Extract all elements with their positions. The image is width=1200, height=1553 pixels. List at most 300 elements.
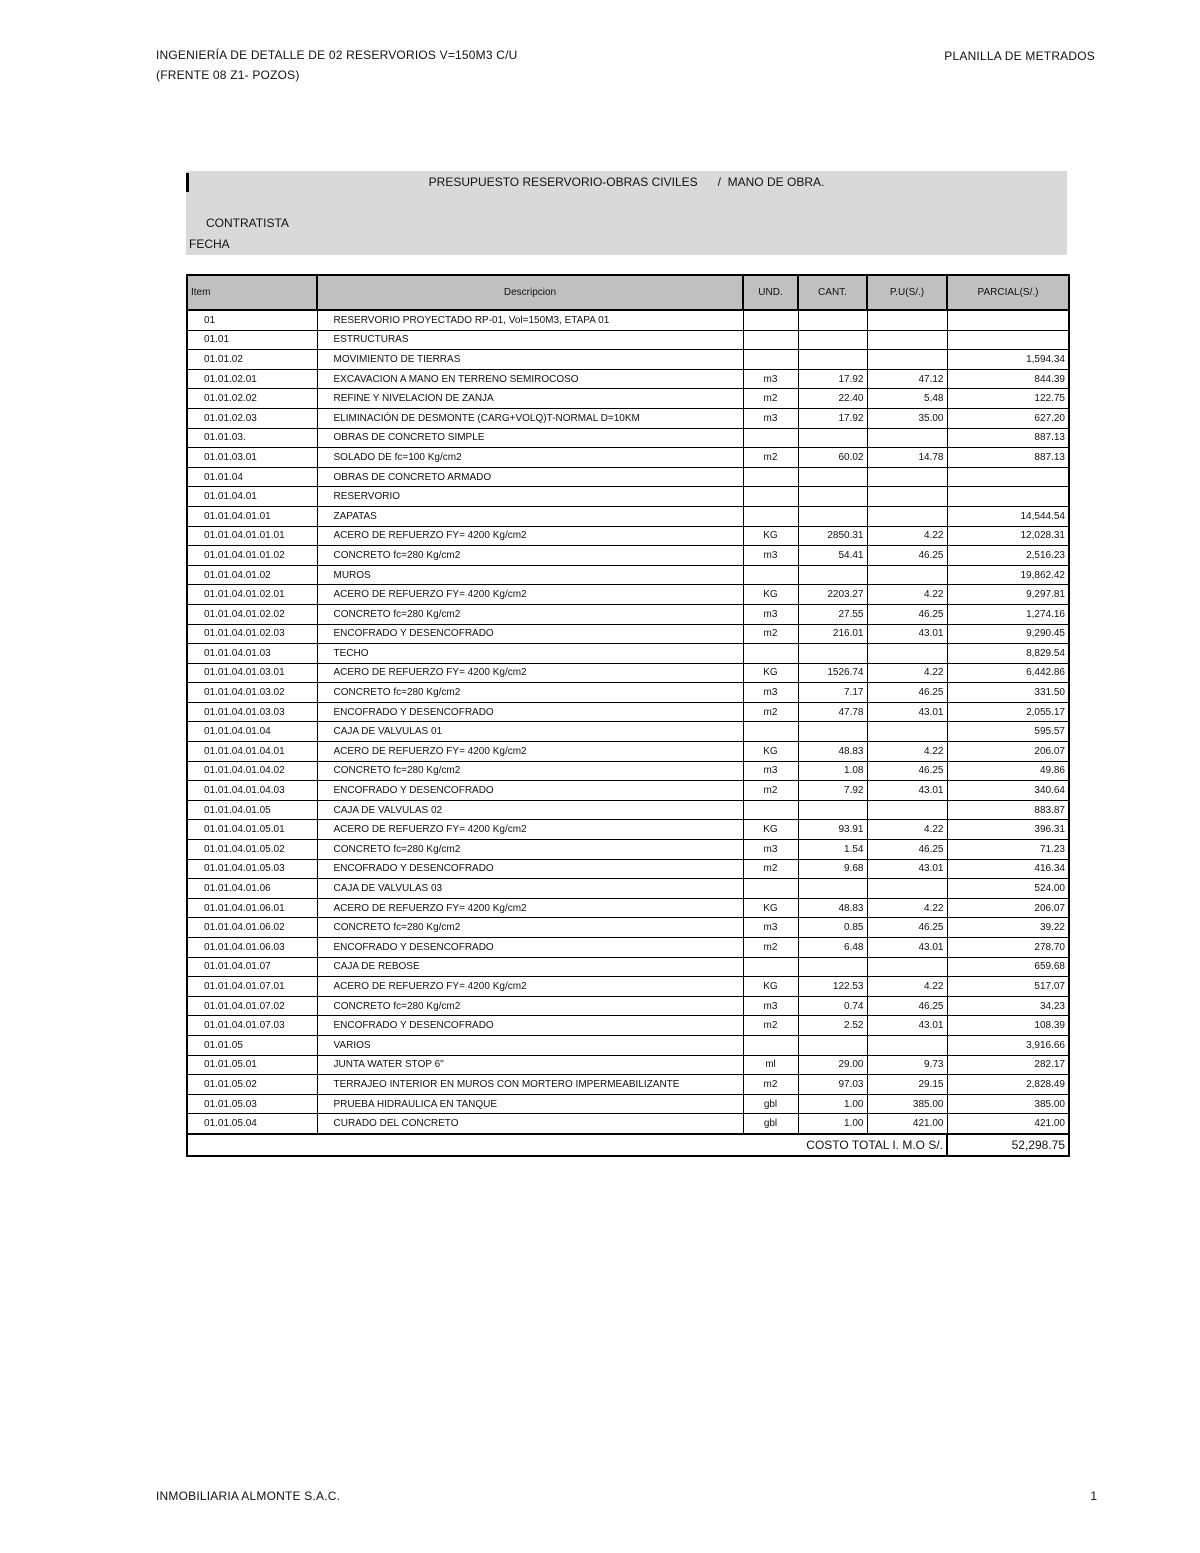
cell-pu [867,350,947,370]
cell-cant: 122.53 [798,977,867,997]
cell-parcial: 9,290.45 [947,624,1069,644]
cell-und: m3 [743,408,798,428]
cell-item: 01.01.04.01.03 [187,644,317,664]
cell-pu: 47.12 [867,369,947,389]
cell-item: 01.01.04.01.01 [187,506,317,526]
cell-parcial: 844.39 [947,369,1069,389]
cell-parcial: 206.07 [947,898,1069,918]
cell-cant: 1.54 [798,840,867,860]
cell-descripcion: CONCRETO fc=280 Kg/cm2 [317,840,743,860]
cell-pu [867,957,947,977]
cell-descripcion: VARIOS [317,1035,743,1055]
header-cant: CANT. [798,275,867,310]
header-descripcion: Descripcion [317,275,743,310]
cell-descripcion: CONCRETO fc=280 Kg/cm2 [317,761,743,781]
cell-parcial: 887.13 [947,428,1069,448]
page-number: 1 [1090,1489,1097,1503]
cell-pu: 5.48 [867,389,947,409]
cell-parcial [947,310,1069,330]
footer-company: INMOBILIARIA ALMONTE S.A.C. [156,1489,341,1503]
cell-und [743,879,798,899]
total-value: 52,298.75 [947,1134,1069,1156]
fecha-label: FECHA [189,237,230,251]
header-right-title: PLANILLA DE METRADOS [944,49,1095,63]
cell-descripcion: OBRAS DE CONCRETO SIMPLE [317,428,743,448]
table-row [187,1016,1069,1036]
cell-und: KG [743,585,798,605]
cell-item: 01.01.04.01.03.02 [187,683,317,703]
table-row [187,800,1069,820]
cell-item: 01.01.04.01.02 [187,565,317,585]
cell-parcial: 71.23 [947,840,1069,860]
cell-und: m3 [743,683,798,703]
cell-pu [867,565,947,585]
cell-pu: 4.22 [867,585,947,605]
cell-item: 01.01.04.01.02.01 [187,585,317,605]
cell-cant [798,506,867,526]
cell-pu [867,487,947,507]
cell-parcial: 3,916.66 [947,1035,1069,1055]
table-row [187,1075,1069,1095]
cell-pu [867,506,947,526]
cell-descripcion: ACERO DE REFUERZO FY= 4200 Kg/cm2 [317,898,743,918]
cell-descripcion: ACERO DE REFUERZO FY= 4200 Kg/cm2 [317,585,743,605]
cell-pu: 46.25 [867,996,947,1016]
cell-und [743,957,798,977]
cell-cant: 60.02 [798,448,867,468]
cell-item: 01.01.04.01.07.02 [187,996,317,1016]
cell-pu: 46.25 [867,604,947,624]
cell-descripcion: MUROS [317,565,743,585]
cell-pu [867,310,947,330]
table-row [187,604,1069,624]
cell-parcial: 2,055.17 [947,702,1069,722]
cell-pu: 43.01 [867,702,947,722]
cell-descripcion: REFINE Y NIVELACION DE ZANJA [317,389,743,409]
cell-parcial: 49.86 [947,761,1069,781]
header-parcial: PARCIAL(S/.) [947,275,1069,310]
cell-cant: 0.85 [798,918,867,938]
cell-pu [867,1035,947,1055]
cell-descripcion: ENCOFRADO Y DESENCOFRADO [317,938,743,958]
cell-parcial: 34.23 [947,996,1069,1016]
cell-item: 01.01.04.01.03.01 [187,663,317,683]
cell-descripcion: CONCRETO fc=280 Kg/cm2 [317,683,743,703]
cell-pu: 43.01 [867,938,947,958]
table-row [187,702,1069,722]
cell-item: 01.01.04 [187,467,317,487]
cell-parcial [947,467,1069,487]
cell-und: m2 [743,1016,798,1036]
cell-descripcion: PRUEBA HIDRAULICA EN TANQUE [317,1094,743,1114]
banner-title: PRESUPUESTO RESERVORIO-OBRAS CIVILES / MANO DE OBRA. [428,175,825,189]
cell-und [743,350,798,370]
cell-descripcion: MOVIMIENTO DE TIERRAS [317,350,743,370]
cell-descripcion: EXCAVACION A MANO EN TERRENO SEMIROCOSO [317,369,743,389]
cell-pu: 4.22 [867,977,947,997]
table-row [187,898,1069,918]
header-title: INGENIERÍA DE DETALLE DE 02 RESERVORIOS V=150M3 C/U [156,48,518,62]
cell-parcial: 282.17 [947,1055,1069,1075]
cell-descripcion: ENCOFRADO Y DESENCOFRADO [317,702,743,722]
table-row [187,938,1069,958]
cell-und: m3 [743,918,798,938]
table-row [187,546,1069,566]
cell-pu: 14.78 [867,448,947,468]
cell-item: 01.01.03.01 [187,448,317,468]
header-subtitle: (FRENTE 08 Z1- POZOS) [156,68,300,82]
cell-item: 01 [187,310,317,330]
cell-und: KG [743,663,798,683]
cell-pu: 421.00 [867,1114,947,1134]
cell-descripcion: ACERO DE REFUERZO FY= 4200 Kg/cm2 [317,526,743,546]
table-row [187,506,1069,526]
table-row [187,918,1069,938]
table-body [187,310,1069,1134]
cell-cant [798,330,867,350]
table-row [187,683,1069,703]
cell-descripcion: OBRAS DE CONCRETO ARMADO [317,467,743,487]
cell-item: 01.01.04.01.06.02 [187,918,317,938]
cell-cant: 2203.27 [798,585,867,605]
cell-item: 01.01 [187,330,317,350]
cell-item: 01.01.04.01.02.03 [187,624,317,644]
cell-item: 01.01.04.01.01.02 [187,546,317,566]
table-row [187,585,1069,605]
cell-cant: 7.92 [798,781,867,801]
document-header-left [156,45,518,85]
cell-parcial: 108.39 [947,1016,1069,1036]
header-pu: P.U(S/.) [867,275,947,310]
cell-und: KG [743,526,798,546]
table-row [187,1055,1069,1075]
cell-parcial: 278.70 [947,938,1069,958]
cell-parcial: 887.13 [947,448,1069,468]
cell-item: 01.01.04.01.04 [187,722,317,742]
cell-und [743,330,798,350]
cell-cant [798,310,867,330]
table-row [187,310,1069,330]
cell-pu: 4.22 [867,526,947,546]
cell-cant: 2.52 [798,1016,867,1036]
cell-descripcion: CONCRETO fc=280 Kg/cm2 [317,996,743,1016]
cell-cant: 9.68 [798,859,867,879]
cell-item: 01.01.04.01.05.01 [187,820,317,840]
cell-descripcion: ESTRUCTURAS [317,330,743,350]
cell-pu: 46.25 [867,761,947,781]
table-row [187,879,1069,899]
table-row [187,448,1069,468]
cell-descripcion: ENCOFRADO Y DESENCOFRADO [317,781,743,801]
cell-parcial: 421.00 [947,1114,1069,1134]
cell-parcial: 1,274.16 [947,604,1069,624]
cell-pu [867,879,947,899]
cell-pu: 43.01 [867,1016,947,1036]
table-header-row [187,275,1069,310]
cell-cant: 7.17 [798,683,867,703]
cell-und: m2 [743,702,798,722]
cell-item: 01.01.04.01.05.02 [187,840,317,860]
cell-pu: 46.25 [867,918,947,938]
cell-und: m3 [743,546,798,566]
cell-descripcion: TECHO [317,644,743,664]
cell-item: 01.01.02.02 [187,389,317,409]
cell-und: m3 [743,996,798,1016]
table-row [187,957,1069,977]
cell-item: 01.01.04.01.07.01 [187,977,317,997]
table-row [187,526,1069,546]
cell-cant: 1526.74 [798,663,867,683]
cell-parcial [947,487,1069,507]
cell-item: 01.01.04.01.01.01 [187,526,317,546]
cell-und: KG [743,898,798,918]
cell-cant: 0.74 [798,996,867,1016]
cell-parcial: 883.87 [947,800,1069,820]
cell-parcial: 331.50 [947,683,1069,703]
table-row [187,1094,1069,1114]
cell-item: 01.01.04.01.06.03 [187,938,317,958]
cell-item: 01.01.04.01.04.02 [187,761,317,781]
cell-item: 01.01.02.03 [187,408,317,428]
cell-pu: 4.22 [867,663,947,683]
cell-pu: 46.25 [867,840,947,860]
cell-item: 01.01.05.02 [187,1075,317,1095]
cell-pu: 9.73 [867,1055,947,1075]
cell-pu [867,467,947,487]
cell-item: 01.01.04.01 [187,487,317,507]
cell-item: 01.01.04.01.07.03 [187,1016,317,1036]
table-row [187,330,1069,350]
cell-item: 01.01.04.01.06 [187,879,317,899]
table-row [187,369,1069,389]
table-row [187,761,1069,781]
cell-item: 01.01.03. [187,428,317,448]
cell-parcial: 627.20 [947,408,1069,428]
cell-descripcion: SOLADO DE fc=100 Kg/cm2 [317,448,743,468]
cell-cant [798,350,867,370]
cell-item: 01.01.04.01.04.03 [187,781,317,801]
cell-descripcion: ACERO DE REFUERZO FY= 4200 Kg/cm2 [317,820,743,840]
contratista-label: CONTRATISTA [206,216,289,230]
cell-cant: 27.55 [798,604,867,624]
cell-parcial: 19,862.42 [947,565,1069,585]
cell-parcial: 206.07 [947,742,1069,762]
cell-und: KG [743,820,798,840]
cell-item: 01.01.05.03 [187,1094,317,1114]
cell-parcial: 122.75 [947,389,1069,409]
table-row [187,820,1069,840]
cell-cant [798,800,867,820]
cell-parcial: 6,442.86 [947,663,1069,683]
cell-pu [867,428,947,448]
cell-cant: 216.01 [798,624,867,644]
cell-parcial: 659.68 [947,957,1069,977]
cell-descripcion: ACERO DE REFUERZO FY= 4200 Kg/cm2 [317,663,743,683]
cell-und: m3 [743,761,798,781]
cell-cant [798,644,867,664]
cell-und [743,310,798,330]
cell-und: KG [743,742,798,762]
cell-cant: 6.48 [798,938,867,958]
cell-parcial: 8,829.54 [947,644,1069,664]
table-row [187,1035,1069,1055]
cell-descripcion: CAJA DE VALVULAS 01 [317,722,743,742]
cell-item: 01.01.04.01.02.02 [187,604,317,624]
cell-parcial: 416.34 [947,859,1069,879]
table-row [187,408,1069,428]
cell-cant [798,487,867,507]
cell-und: m2 [743,389,798,409]
budget-table [186,274,1070,1157]
cell-descripcion: CONCRETO fc=280 Kg/cm2 [317,918,743,938]
cell-parcial: 2,828.49 [947,1075,1069,1095]
cell-item: 01.01.04.01.07 [187,957,317,977]
cell-pu: 4.22 [867,898,947,918]
cell-parcial [947,330,1069,350]
cell-parcial: 517.07 [947,977,1069,997]
cell-parcial: 340.64 [947,781,1069,801]
cell-und [743,722,798,742]
cell-cant: 93.91 [798,820,867,840]
cell-parcial: 39.22 [947,918,1069,938]
cell-item: 01.01.04.01.06.01 [187,898,317,918]
cell-pu: 43.01 [867,781,947,801]
table-row [187,977,1069,997]
cell-item: 01.01.02.01 [187,369,317,389]
cell-descripcion: CONCRETO fc=280 Kg/cm2 [317,546,743,566]
cell-descripcion: CONCRETO fc=280 Kg/cm2 [317,604,743,624]
table-row [187,565,1069,585]
table-row [187,644,1069,664]
cell-cant [798,722,867,742]
cell-cant [798,428,867,448]
cell-parcial: 12,028.31 [947,526,1069,546]
cell-und: m2 [743,781,798,801]
cell-und [743,644,798,664]
header-und: UND. [743,275,798,310]
cell-cant: 97.03 [798,1075,867,1095]
table-row [187,624,1069,644]
cell-und [743,467,798,487]
cell-pu: 4.22 [867,742,947,762]
cell-cant: 48.83 [798,898,867,918]
cell-pu: 4.22 [867,820,947,840]
cell-und: m2 [743,1075,798,1095]
cell-und: m2 [743,448,798,468]
header-item: Item [187,275,317,310]
cell-und [743,565,798,585]
cell-pu [867,330,947,350]
cell-item: 01.01.04.01.04.01 [187,742,317,762]
table-row [187,389,1069,409]
table-row [187,840,1069,860]
cell-und [743,506,798,526]
total-row [187,1134,1069,1156]
cell-item: 01.01.02 [187,350,317,370]
table-row [187,487,1069,507]
cell-parcial: 396.31 [947,820,1069,840]
cell-descripcion: RESERVORIO [317,487,743,507]
cell-cant: 2850.31 [798,526,867,546]
cell-und: m2 [743,859,798,879]
table-row [187,428,1069,448]
cell-descripcion: CURADO DEL CONCRETO [317,1114,743,1134]
budget-banner [186,171,1067,255]
table-row [187,467,1069,487]
cell-pu: 29.15 [867,1075,947,1095]
cell-pu: 35.00 [867,408,947,428]
cell-cant: 1.00 [798,1114,867,1134]
cell-pu: 43.01 [867,624,947,644]
cell-pu: 46.25 [867,546,947,566]
cell-descripcion: JUNTA WATER STOP 6" [317,1055,743,1075]
table-row [187,722,1069,742]
total-label: COSTO TOTAL I. M.O S/. [187,1134,947,1156]
cell-parcial: 524.00 [947,879,1069,899]
cell-und [743,1035,798,1055]
cell-und: m3 [743,840,798,860]
cell-cant: 47.78 [798,702,867,722]
cell-parcial: 9,297.81 [947,585,1069,605]
cell-und: gbl [743,1114,798,1134]
cell-descripcion: CAJA DE REBOSE [317,957,743,977]
table-row [187,859,1069,879]
cell-und: ml [743,1055,798,1075]
cell-descripcion: ACERO DE REFUERZO FY= 4200 Kg/cm2 [317,742,743,762]
cell-und: m3 [743,604,798,624]
cell-und: gbl [743,1094,798,1114]
cell-item: 01.01.04.01.03.03 [187,702,317,722]
cell-cant [798,1035,867,1055]
cell-cant [798,467,867,487]
cell-cant [798,879,867,899]
cell-cant [798,957,867,977]
cell-descripcion: ZAPATAS [317,506,743,526]
table-row [187,663,1069,683]
cell-pu: 385.00 [867,1094,947,1114]
cell-cant: 29.00 [798,1055,867,1075]
cell-und [743,487,798,507]
table-row [187,1114,1069,1134]
cell-descripcion: TERRAJEO INTERIOR EN MUROS CON MORTERO IMPERMEABILIZANTE [317,1075,743,1095]
cell-cant: 22.40 [798,389,867,409]
cell-pu [867,722,947,742]
cell-descripcion: ENCOFRADO Y DESENCOFRADO [317,859,743,879]
cell-cant: 54.41 [798,546,867,566]
cell-und: m3 [743,369,798,389]
cell-item: 01.01.05.01 [187,1055,317,1075]
cell-und: m2 [743,624,798,644]
cell-und [743,428,798,448]
cell-item: 01.01.05.04 [187,1114,317,1134]
cell-parcial: 1,594.34 [947,350,1069,370]
cell-pu: 43.01 [867,859,947,879]
cell-cant: 48.83 [798,742,867,762]
cell-parcial: 595.57 [947,722,1069,742]
cell-cant [798,565,867,585]
cell-pu [867,800,947,820]
cell-pu [867,644,947,664]
cell-item: 01.01.04.01.05 [187,800,317,820]
cell-parcial: 385.00 [947,1094,1069,1114]
cell-cant: 1.00 [798,1094,867,1114]
cell-descripcion: ENCOFRADO Y DESENCOFRADO [317,1016,743,1036]
cell-descripcion: CAJA DE VALVULAS 03 [317,879,743,899]
cell-und: m2 [743,938,798,958]
table-row [187,350,1069,370]
cell-cant: 17.92 [798,408,867,428]
cell-item: 01.01.04.01.05.03 [187,859,317,879]
